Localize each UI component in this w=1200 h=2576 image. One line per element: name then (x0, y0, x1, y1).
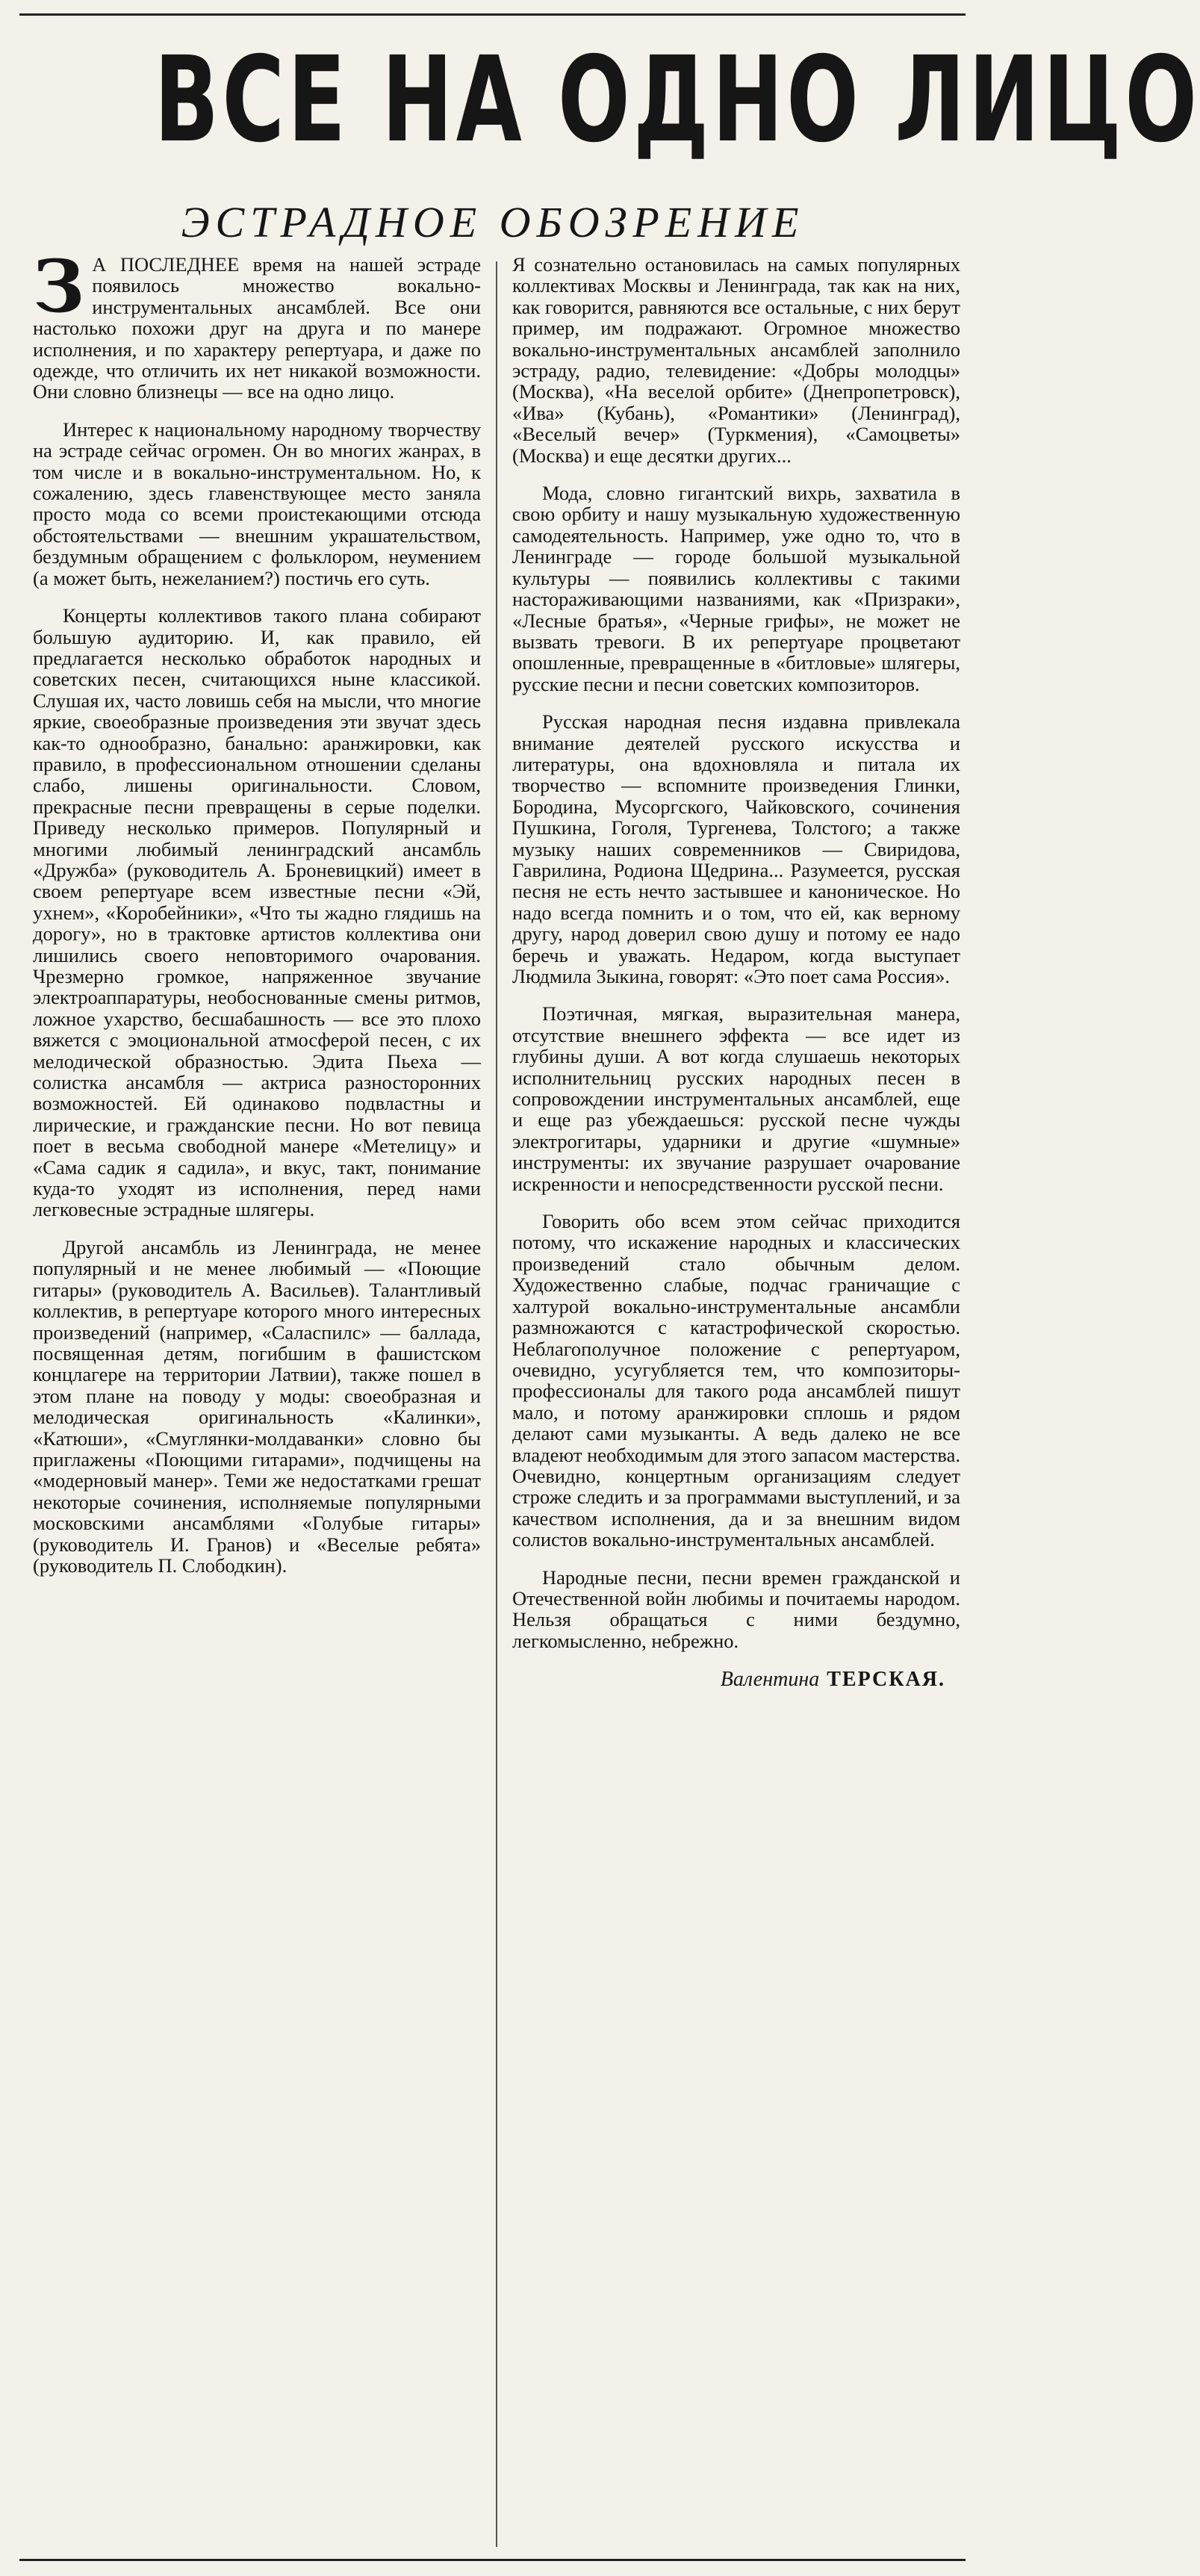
article-subtitle: ЭСТРАДНОЕ ОБОЗРЕНИЕ (181, 198, 805, 246)
paragraph-5: Я сознательно остановилась на самых популярных коллективах Москвы и Ленинграда, так как на них, как говорится, равняются все остальные, с них берут пример, им подражают. Огромное множество вокально-инструментальных ансамблей заполнило эстраду, радио, телевидение: «Добры молодцы» (Москва), «На веселой орбите» (Днепропетровск), «Ива» (Кубань), «Романтики» (Ленинград), «Веселый вечер» (Туркмения), «Самоцветы» (Москва) и еще десятки других... (512, 253, 960, 467)
author-signature (512, 1669, 960, 1690)
paragraph-6: Мода, словно гигантский вихрь, захватила в свою орбиту и нашу музыкальную художественную самодеятельность. Например, уже одно то, что в Ленинграде — городе большой музыкальной культуры — появились коллективы с такими настораживающими названиями, как «Призраки», «Лесные братья», «Черные грифы», не может не вызвать тревоги. В их репертуаре процветают опошленные, превращенные в «битловые» шлягеры, русские песни и песни советских композиторов. (512, 482, 960, 695)
paragraph-4: Другой ансамбль из Ленинграда, не менее популярный и не менее любимый — «Поющие гитары» (руководитель А. Васильев). Талантливый коллектив, в репертуаре которого много интересных произведений (например, «Саласпилс» — баллада, посвященная детям, погибшим в фашистском концлагере на территории Латвии), также пошел в этом плане на поводу у моды: своеобразная и мелодическая оригинальность «Калинки», «Катюши», «Смуглянки-молдаванки» словно бы приглажены «Поющими гитарами», подчищены на «модерновый манер». Теми же недостатками грешат некоторые сочинения, исполняемые популярными московскими ансамблями «Голубые гитары» (руководитель И. Гранов) и «Веселые ребята» (руководитель П. Слободкин). (33, 1235, 481, 1577)
top-rule (19, 13, 966, 16)
author-last-name: ТЕРСКАЯ. (827, 1668, 945, 1692)
bottom-rule (19, 2559, 966, 2561)
column-right (512, 254, 960, 2547)
column-left (33, 244, 481, 2547)
column-divider (496, 261, 497, 2547)
paragraph-1 (33, 244, 481, 403)
paragraph-3: Концерты коллективов такого плана собирают большую аудиторию. И, как правило, ей предлагается несколько обработок народных и советских песен, считающихся ныне классикой. Слушая их, часто ловишь себя на мысли, что многие яркие, своеобразные произведения эти звучат здесь как-то однообразно, банально: аранжировки, как правило, в профессиональном отношении сделаны слабо, лишены оригинальности. Словом, прекрасные песни превращены в серые поделки. Приведу несколько примеров. Популярный и многими любимый ленинградский ансамбль «Дружба» (руководитель А. Броневицкий) имеет в своем репертуаре всем известные песни «Эй, ухнем», «Коробейники», «Что ты жадно глядишь на дорогу», но в трактовке артистов коллектива они лишились своего неповторимого очарования. Чрезмерно громкое, напряженное звучание электроаппаратуры, необоснованные смены ритмов, ложное ухарство, бесшабашность — все это плохо вяжется с эмоциональной атмосферой песен, с их мелодической образностью. Эдита Пьеха — солистка ансамбля — актриса разносторонних возможностей. Ей одинаково подвластны и лирические, и гражданские песни. Но вот певица поет в весьма свободной манере «Метелицу» и «Сама садик я садила», и вкус, такт, понимание куда-то уходят из исполнения, перед нами легковесные эстрадные шлягеры. (33, 604, 481, 1221)
article-title: ВСЕ НА ОДНО ЛИЦО (154, 31, 1200, 169)
paragraph-9: Говорить обо всем этом сейчас приходится потому, что искажение народных и классических произведений стало обычным делом. Художественно слабые, подчас граничащие с халтурой вокально-инструментальные ансамбли размножаются с катастрофической скоростью. Неблагополучное положение с репертуаром, очевидно, усугубляется тем, что композиторы-профессионалы для такого рода ансамблей пишут мало, и потому аранжировки сплошь и рядом делают сами музыканты. А ведь далеко не все владеют необходимым для этого запасом мастерства. Очевидно, концертным организациям следует строже следить и за программами выступлений, и за качеством исполнения, да и за внешним видом солистов вокально-инструментальных ансамблей. (512, 1210, 960, 1551)
paragraph-10: Народные песни, песни времен гражданской и Отечественной войн любимы и почитаемы народом. Нельзя обращаться с ними бездумно, легкомысленно, небрежно. (512, 1565, 960, 1652)
drop-cap: З (33, 244, 85, 329)
paragraph-1-text: А ПОСЛЕДНЕЕ время на нашей эстраде появилось множество вокально-инструментальных ансамблей. Все они настолько похожи друг на друга и по манере исполнения, и по характеру репертуара, и даже по одежде, что отличить их нет никакой возможности. Они словно близнецы — все на одно лицо. (33, 253, 481, 403)
paragraph-8: Поэтичная, мягкая, выразительная манера, отсутствие внешнего эффекта — все идет из глубины души. А вот когда слушаешь некоторых исполнительниц русских народных песен в сопровождении инструментальных ансамблей, еще и еще раз убеждаешься: русской песне чужды электрогитары, ударники и другие «шумные» инструменты: их звучание разрушает очарование искренности и непосредственности русской песни. (512, 1002, 960, 1195)
paragraph-2: Интерес к национальному народному творчеству на эстраде сейчас огромен. Он во многих жанрах, в том числе и в вокально-инструментальном. Но, к сожалению, здесь главенствующее место заняла просто мода со всеми проистекающими отсюда обстоятельствами — внешним украшательством, бездумным обращением с фольклором, неумением (а может быть, нежеланием?) постичь его суть. (33, 418, 481, 589)
paragraph-7: Русская народная песня издавна привлекала внимание деятелей русского искусства и литературы, она вдохновляла и питала их творчество — вспомните произведения Глинки, Бородина, Мусоргского, Чайковского, сочинения Пушкина, Гоголя, Тургенева, Толстого; а также музыку наших современников — Свиридова, Гаврилина, Родиона Щедрина... Разумеется, русская песня не есть нечто застывшее и каноническое. Но надо всегда помнить и о том, что ей, как верному другу, народ доверил свою душу и потому ее надо беречь и уважать. Недаром, когда выступает Людмила Зыкина, говорят: «Это поет сама Россия». (512, 710, 960, 987)
author-first-name: Валентина (720, 1668, 820, 1692)
